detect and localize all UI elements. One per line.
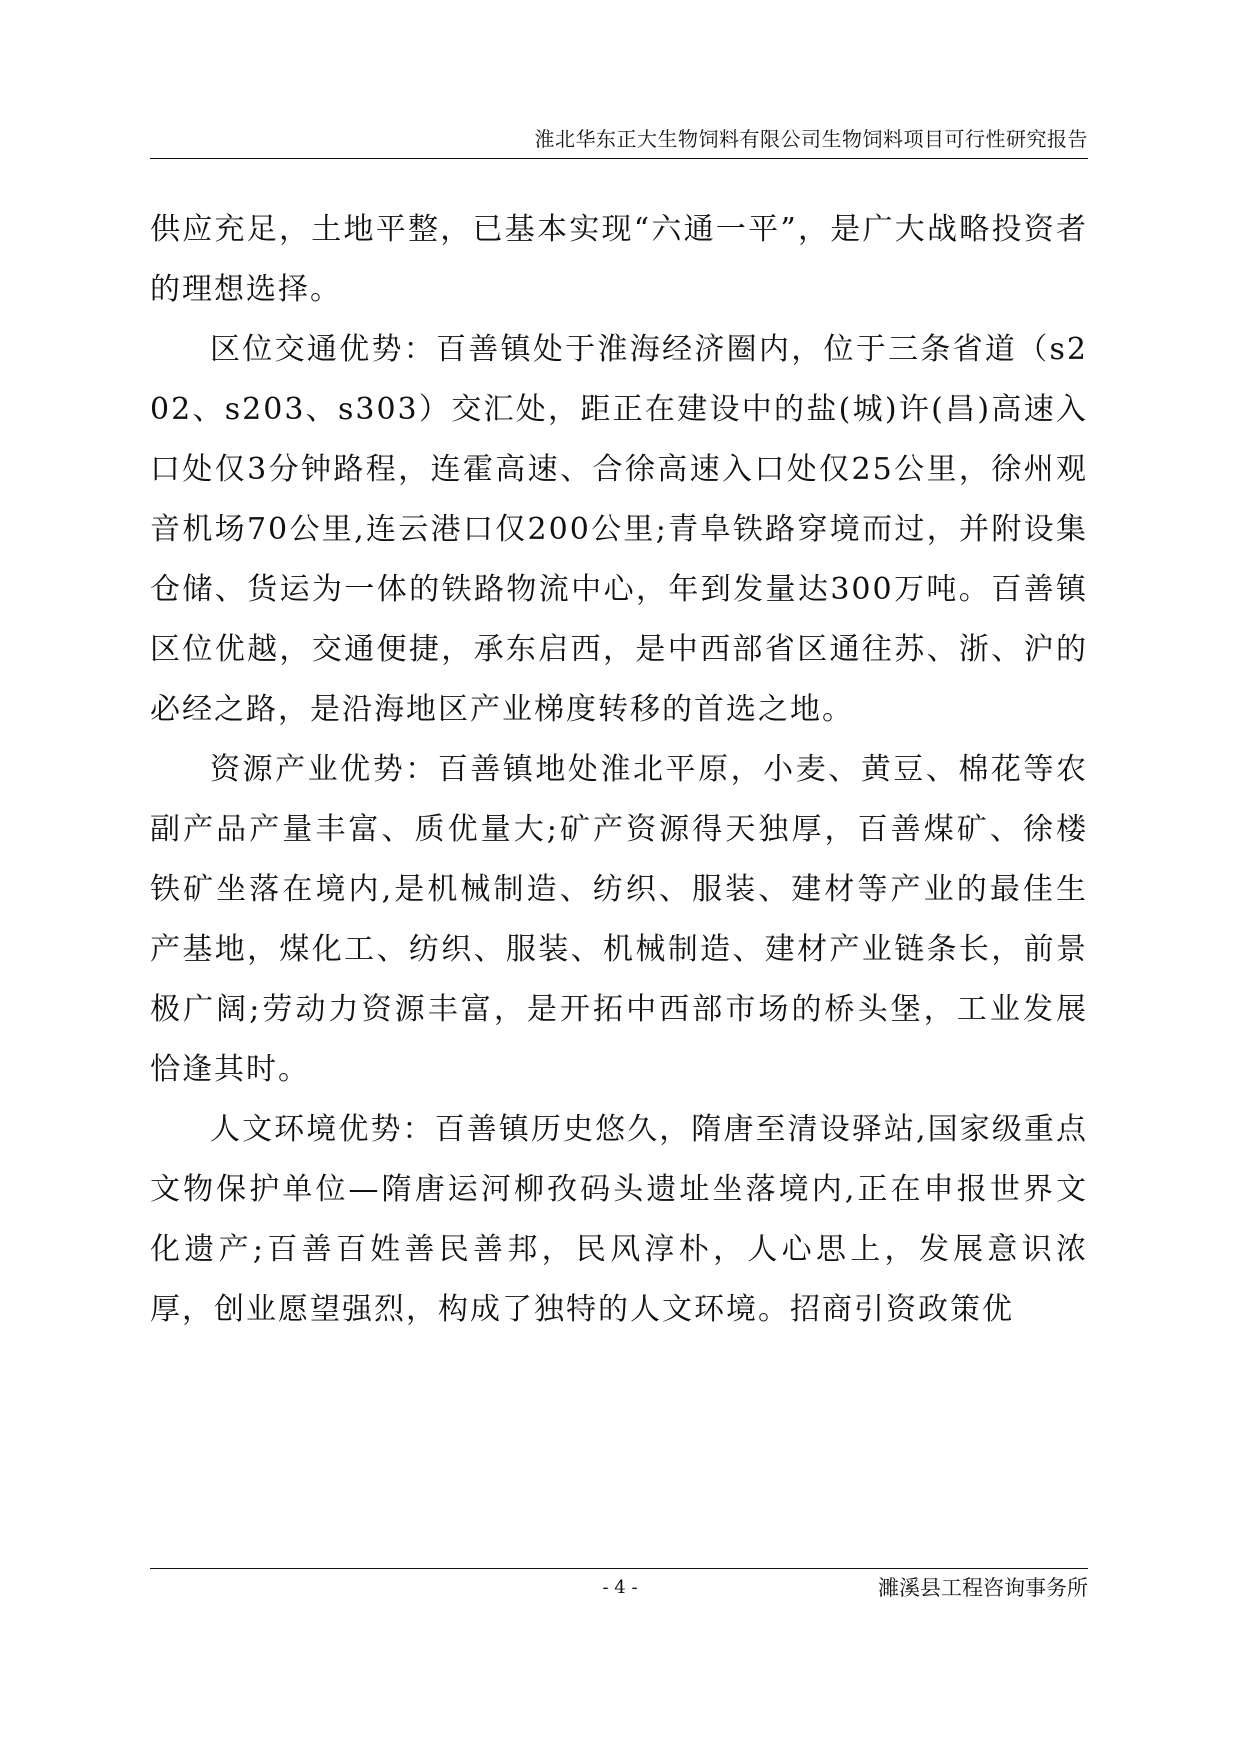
paragraph-cultural-advantage: 人文环境优势：百善镇历史悠久，隋唐至清设驿站,国家级重点文物保护单位—隋唐运河柳孜码头遗址坐落境内,正在申报世界文化遗产;百善百姓善民善邦，民风淳朴，人心思上，发展意识浓厚，创业愿望强烈，构成了独特的人文环境。招商引资政策优 [150,1112,1088,1327]
running-header: 淮北华东正大生物饲料有限公司生物饲料项目可行性研究报告 [534,127,1088,151]
header-divider [150,158,1088,159]
paragraph-continued: 供应充足，土地平整，已基本实现“六通一平”，是广大战略投资者的理想选择。 [150,212,1088,307]
footer-divider [150,1568,1088,1569]
paragraph-transport-advantage: 区位交通优势：百善镇处于淮海经济圈内，位于三条省道（s202、s203、s303）交汇处，距正在建设中的盐(城)许(昌)高速入口处仅3分钟路程，连霍高速、合徐高速入口处仅25公里，徐州观音机场70公里,连云港口仅200公里;青阜铁路穿境而过，并附设集仓储、货运为一体的铁路物流中心，年到发量达300万吨。百善镇区位优越，交通便捷，承东启西，是中西部省区通往苏、浙、沪的必经之路，是沿海地区产业梯度转移的首选之地。 [150,332,1088,727]
page-number: - 4 - [602,1577,638,1598]
paragraph-resource-advantage: 资源产业优势：百善镇地处淮北平原，小麦、黄豆、棉花等农副产品产量丰富、质优量大;矿产资源得天独厚，百善煤矿、徐楼铁矿坐落在境内,是机械制造、纺织、服装、建材等产业的最佳生产基地，煤化工、纺织、服装、机械制造、建材产业链条长，前景极广阔;劳动力资源丰富，是开拓中西部市场的桥头堡，工业发展恰逢其时。 [150,752,1088,1087]
footer-organization: 濉溪县工程咨询事务所 [878,1576,1088,1600]
body-text [150,200,1088,1340]
